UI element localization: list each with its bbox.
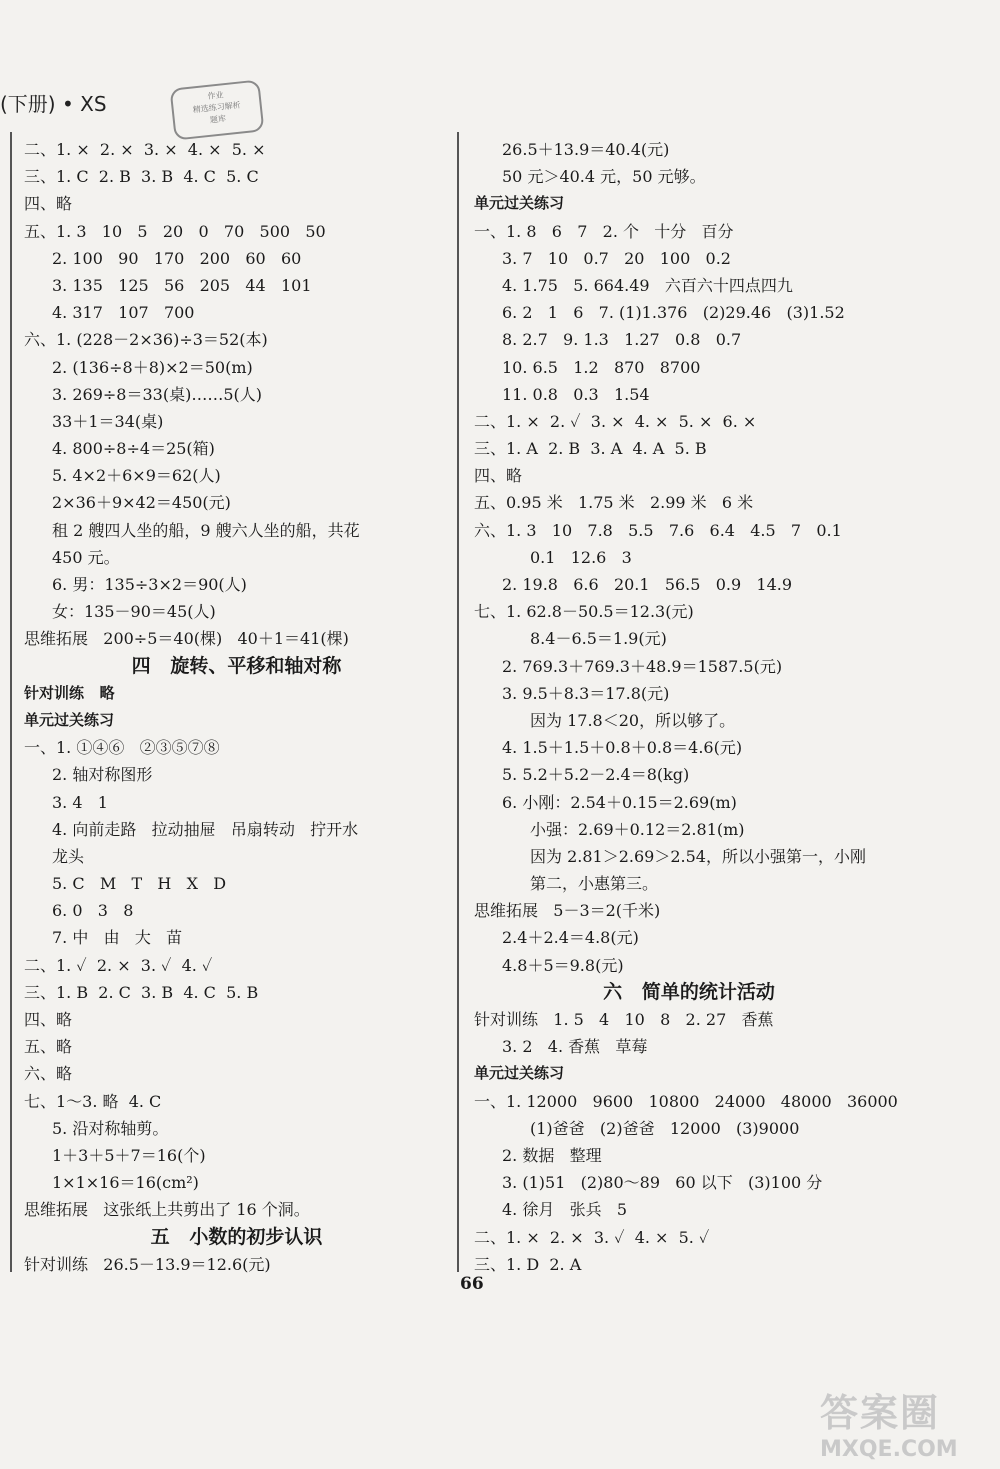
- answer-line: 单元过关练习: [474, 1064, 565, 1083]
- answer-line: 5. 5.2＋5.2－2.4＝8(kg): [502, 765, 690, 785]
- answer-line: 2. 769.3＋769.3＋48.9＝1587.5(元): [502, 656, 783, 676]
- answer-line: 3. 4 1: [52, 792, 108, 812]
- answer-line: 女：135－90＝45(人): [52, 602, 216, 622]
- answer-line: 因为 2.81＞2.69＞2.54，所以小强第一，小刚: [530, 846, 866, 866]
- answer-line: 10. 6.5 1.2 870 8700: [502, 357, 701, 377]
- answer-line: 五、0.95 米 1.75 米 2.99 米 6 米: [474, 493, 754, 513]
- page-header: (下册) • XS: [0, 92, 107, 116]
- answer-line: 六、1. 3 10 7.8 5.5 7.6 6.4 4.5 7 0.1: [474, 520, 842, 540]
- answer-line: 26.5＋13.9＝40.4(元): [502, 140, 670, 159]
- answer-line: 思维拓展 200÷5＝40(棵) 40＋1＝41(棵): [24, 629, 349, 649]
- answer-line: 1＋3＋5＋7＝16(个): [52, 1145, 206, 1165]
- answer-line: 五、略: [24, 1037, 73, 1057]
- column-divider: [457, 132, 459, 1272]
- section-heading: 五 小数的初步认识: [150, 1225, 323, 1248]
- left-column: [24, 136, 449, 1278]
- watermark-logo: [820, 1382, 958, 1462]
- answer-line: 思维拓展 5－3＝2(千米): [474, 901, 661, 921]
- answer-line: 二、1. ✓ 2. × 3. ✓ 4. ✓: [24, 955, 213, 975]
- answer-line: 3. (1)51 (2)80～89 60 以下 (3)100 分: [502, 1173, 823, 1193]
- answer-line: 11. 0.8 0.3 1.54: [502, 384, 650, 404]
- answer-line: 4. 1.5＋1.5＋0.8＋0.8＝4.6(元): [502, 738, 743, 758]
- watermark-url: MXQE.COM: [820, 1437, 958, 1462]
- answer-line: 五、1. 3 10 5 20 0 70 500 50: [24, 221, 326, 241]
- answer-line: 4. 徐月 张兵 5: [502, 1200, 628, 1220]
- answer-line: 单元过关练习: [24, 710, 115, 729]
- answer-line: 三、1. B 2. C 3. B 4. C 5. B: [24, 982, 259, 1002]
- section-heading: 六 简单的统计活动: [603, 980, 775, 1003]
- answer-line: 8.4－6.5＝1.9(元): [530, 629, 667, 649]
- answer-line: 三、1. D 2. A: [474, 1254, 582, 1274]
- answer-line: 一、1. 12000 9600 10800 24000 48000 36000: [474, 1091, 898, 1111]
- answer-line: 二、1. × 2. ✓ 3. × 4. × 5. × 6. ×: [474, 411, 757, 431]
- answer-line: 33＋1＝34(桌): [52, 411, 164, 431]
- answer-line: 六、略: [24, 1064, 73, 1084]
- answer-line: 5. C M T H X D: [52, 874, 227, 894]
- answer-line: 2. 100 90 170 200 60 60: [52, 248, 302, 268]
- answer-line: 针对训练 略: [24, 683, 115, 702]
- answer-line: 2. 19.8 6.6 20.1 56.5 0.9 14.9: [502, 575, 793, 594]
- page-number: 66: [460, 1274, 484, 1294]
- answer-line: 一、1. ①④⑥ ②③⑤⑦⑧: [24, 738, 220, 758]
- answer-line: (1)爸爸 (2)爸爸 12000 (3)9000: [530, 1118, 800, 1138]
- answer-line: 450 元。: [52, 547, 120, 567]
- answer-line: 2. 数据 整理: [502, 1145, 602, 1165]
- answer-line: 7. 中 由 大 苗: [52, 928, 183, 948]
- answer-line: 4. 1.75 5. 664.49 六百六十四点四九: [502, 275, 793, 295]
- answer-line: 针对训练 1. 5 4 10 8 2. 27 香蕉: [474, 1010, 774, 1029]
- answer-line: 2×36＋9×42＝450(元): [52, 493, 231, 513]
- answer-line: 2. 轴对称图形: [52, 765, 153, 785]
- answer-line: 思维拓展 这张纸上共剪出了 16 个洞。: [24, 1200, 310, 1220]
- answer-line: 三、1. A 2. B 3. A 4. A 5. B: [474, 439, 707, 459]
- answer-line: 三、1. C 2. B 3. B 4. C 5. C: [24, 167, 259, 187]
- stamp-line-1: 作业: [207, 90, 224, 101]
- section-heading: 四 旋转、平移和轴对称: [131, 654, 342, 677]
- answer-line: 5. 4×2＋6×9＝62(人): [52, 466, 221, 486]
- answer-line: 50 元＞40.4 元，50 元够。: [502, 167, 706, 187]
- answer-line: 0.1 12.6 3: [530, 547, 632, 567]
- left-margin-rule: [10, 132, 12, 1272]
- stamp-line-3: 题库: [209, 114, 227, 125]
- answer-line: 3. 7 10 0.7 20 100 0.2: [502, 248, 731, 268]
- answer-line: 4. 317 107 700: [52, 303, 195, 323]
- answer-line: 3. 135 125 56 205 44 101: [52, 275, 312, 295]
- answer-line: 二、1. × 2. × 3. ✓ 4. × 5. ✓: [474, 1227, 710, 1247]
- answer-line: 单元过关练习: [474, 194, 565, 213]
- answer-line: 2.4＋2.4＝4.8(元): [502, 928, 639, 948]
- answer-line: 3. 2 4. 香蕉 草莓: [502, 1037, 648, 1057]
- answer-line: 龙头: [52, 846, 85, 866]
- answer-line: 1×1×16＝16(cm²): [52, 1173, 199, 1193]
- stamp-line-2: 精选练习解析: [192, 100, 242, 115]
- stamp-seal: [170, 79, 265, 140]
- answer-line: 七、1～3. 略 4. C: [24, 1091, 162, 1111]
- answer-line: 针对训练 26.5－13.9＝12.6(元): [24, 1254, 271, 1274]
- answer-line: 4. 向前走路 拉动抽屉 吊扇转动 拧开水: [52, 819, 359, 839]
- answer-line: 四、略: [24, 1010, 73, 1029]
- answer-line: 2. (136÷8＋8)×2＝50(m): [52, 357, 253, 377]
- right-column: [474, 136, 904, 1278]
- answer-line: 四、略: [474, 466, 523, 486]
- answer-line: 因为 17.8＜20，所以够了。: [530, 710, 736, 730]
- answer-line: 4. 800÷8÷4＝25(箱): [52, 439, 215, 459]
- answer-line: 6. 小刚：2.54＋0.15＝2.69(m): [502, 792, 737, 812]
- answer-line: 3. 269÷8＝33(桌)……5(人): [52, 384, 262, 404]
- answer-line: 租 2 艘四人坐的船，9 艘六人坐的船，共花: [52, 520, 360, 540]
- answer-line: 一、1. 8 6 7 2. 个 十分 百分: [474, 221, 734, 241]
- watermark-title: 答案圈: [820, 1391, 941, 1435]
- answer-line: 6. 2 1 6 7. (1)1.376 (2)29.46 (3)1.52: [502, 303, 845, 323]
- answer-line: 4.8＋5＝9.8(元): [502, 955, 624, 975]
- answer-line: 七、1. 62.8－50.5＝12.3(元): [474, 602, 694, 622]
- answer-line: 四、略: [24, 194, 73, 214]
- answer-line: 二、1. × 2. × 3. × 4. × 5. ×: [24, 140, 266, 159]
- answer-line: 8. 2.7 9. 1.3 1.27 0.8 0.7: [502, 330, 742, 350]
- answer-line: 3. 9.5＋8.3＝17.8(元): [502, 683, 670, 703]
- answer-line: 6. 男：135÷3×2＝90(人): [52, 575, 247, 594]
- answer-line: 六、1. (228－2×36)÷3＝52(本): [24, 330, 268, 350]
- answer-line: 5. 沿对称轴剪。: [52, 1118, 169, 1138]
- answer-line: 小强：2.69＋0.12＝2.81(m): [530, 819, 745, 839]
- answer-line: 6. 0 3 8: [52, 901, 134, 921]
- answer-line: 第二，小惠第三。: [530, 874, 659, 894]
